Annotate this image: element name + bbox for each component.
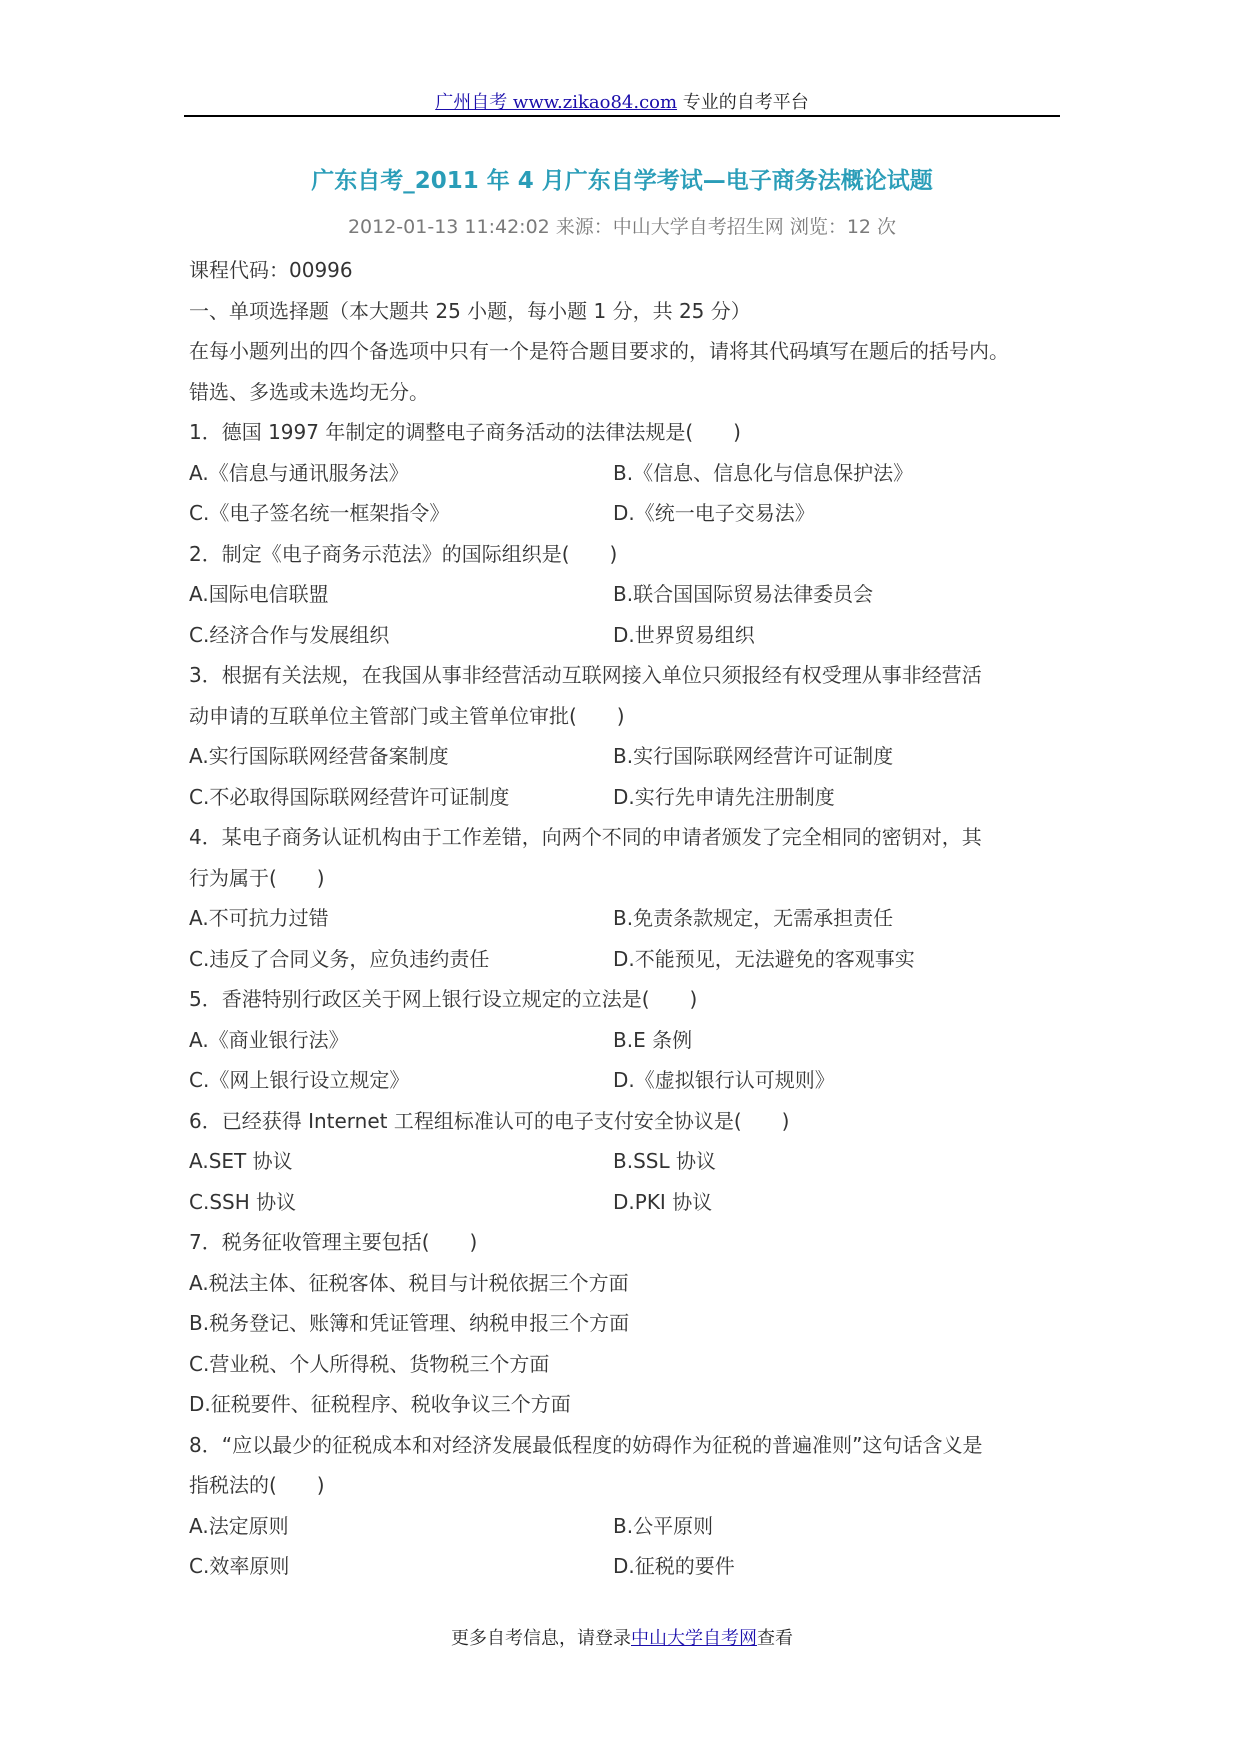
option-a: A.SET 协议 <box>189 1149 293 1173</box>
question-stem: 8．“应以最少的征税成本和对经济发展最低程度的妨碍作为征税的普遍准则”这句话含义是 <box>189 1432 983 1457</box>
question-stem: 动申请的互联单位主管部门或主管单位审批( ) <box>189 703 625 728</box>
option-row <box>189 736 1074 777</box>
course-code: 课程代码：00996 <box>189 258 353 282</box>
option-b: B.联合国国际贸易法律委员会 <box>613 582 874 606</box>
option-a: A.不可抗力过错 <box>189 906 329 930</box>
option-d: D.实行先申请先注册制度 <box>613 784 835 809</box>
question-stem: 5．香港特别行政区关于网上银行设立规定的立法是( ) <box>189 987 698 1011</box>
option-a: A.《信息与通讯服务法》 <box>189 460 409 485</box>
option-row <box>189 574 1074 615</box>
option-d: D.《虚拟银行认可规则》 <box>613 1068 835 1092</box>
option-a: A.《商业银行法》 <box>189 1027 349 1052</box>
option-row <box>189 898 1074 939</box>
question-stem: 1．德国 1997 年制定的调整电子商务活动的法律法规是( ) <box>189 420 741 444</box>
page-header <box>184 88 1060 114</box>
option-c: C.效率原则 <box>189 1554 290 1578</box>
question-stem: 指税法的( ) <box>189 1473 325 1497</box>
option-row <box>189 453 1074 494</box>
page-footer <box>184 1624 1060 1650</box>
option-b: B.公平原则 <box>613 1513 714 1538</box>
option-d: D.征税要件、征税程序、税收争议三个方面 <box>189 1392 571 1416</box>
option-d: D.《统一电子交易法》 <box>613 501 815 525</box>
option-row <box>189 1546 1074 1587</box>
option-row <box>189 615 1074 656</box>
header-site-link[interactable]: 广州自考 www.zikao84.com <box>435 92 678 113</box>
option-row <box>189 939 1074 980</box>
question-stem: 4．某电子商务认证机构由于工作差错，向两个不同的申请者颁发了完全相同的密钥对，其 <box>189 825 982 849</box>
question-stem: 7．税务征收管理主要包括( ) <box>189 1230 478 1254</box>
option-row <box>189 1020 1074 1061</box>
option-c: C.SSH 协议 <box>189 1189 297 1214</box>
option-c: C.《电子签名统一框架指令》 <box>189 501 450 525</box>
article-meta: 2012-01-13 11:42:02 来源：中山大学自考招生网 浏览：12 次 <box>347 216 897 238</box>
option-c: C.营业税、个人所得税、货物税三个方面 <box>189 1351 550 1376</box>
question-stem: 6．已经获得 Internet 工程组标准认可的电子支付安全协议是( ) <box>189 1108 790 1133</box>
instruction-line: 错选、多选或未选均无分。 <box>189 379 429 404</box>
question-stem: 3．根据有关法规，在我国从事非经营活动互联网接入单位只须报经有权受理从事非经营活 <box>189 663 982 687</box>
section-heading: 一、单项选择题（本大题共 25 小题，每小题 1 分，共 25 分） <box>189 298 751 323</box>
option-a: A.国际电信联盟 <box>189 582 329 606</box>
option-row <box>189 1182 1074 1223</box>
option-c: C.违反了合同义务，应负违约责任 <box>189 946 490 971</box>
option-a: A.法定原则 <box>189 1513 289 1538</box>
footer-suffix: 查看 <box>757 1628 793 1649</box>
header-divider <box>184 115 1060 117</box>
option-a: A.税法主体、征税客体、税目与计税依据三个方面 <box>189 1270 629 1295</box>
article-title: 广东自考_2011 年 4 月广东自学考试—电子商务法概论试题 <box>311 168 933 194</box>
option-b: B.E 条例 <box>613 1027 693 1052</box>
header-tagline: 专业的自考平台 <box>677 92 809 113</box>
option-row <box>189 493 1074 534</box>
footer-prefix: 更多自考信息，请登录 <box>451 1628 631 1649</box>
option-d: D.世界贸易组织 <box>613 622 755 647</box>
option-d: D.征税的要件 <box>613 1554 735 1578</box>
option-row <box>189 1506 1074 1547</box>
option-b: B.SSL 协议 <box>613 1149 716 1173</box>
option-a: A.实行国际联网经营备案制度 <box>189 744 449 768</box>
option-c: C.不必取得国际联网经营许可证制度 <box>189 784 510 809</box>
option-b: B.实行国际联网经营许可证制度 <box>613 744 894 768</box>
article-body <box>189 250 1074 1587</box>
option-b: B.免责条款规定，无需承担责任 <box>613 906 894 930</box>
option-row <box>189 1060 1074 1101</box>
option-row <box>189 1141 1074 1182</box>
option-c: C.《网上银行设立规定》 <box>189 1068 410 1092</box>
footer-site-link[interactable]: 中山大学自考网 <box>631 1628 757 1649</box>
instruction-line: 在每小题列出的四个备选项中只有一个是符合题目要求的，请将其代码填写在题后的括号内。 <box>189 339 1009 363</box>
question-stem: 行为属于( ) <box>189 865 325 890</box>
option-c: C.经济合作与发展组织 <box>189 622 390 647</box>
option-d: D.PKI 协议 <box>613 1189 713 1214</box>
option-d: D.不能预见，无法避免的客观事实 <box>613 946 915 971</box>
option-b: B.税务登记、账簿和凭证管理、纳税申报三个方面 <box>189 1311 630 1335</box>
question-stem: 2．制定《电子商务示范法》的国际组织是( ) <box>189 541 618 566</box>
option-b: B.《信息、信息化与信息保护法》 <box>613 460 914 485</box>
option-row <box>189 777 1074 818</box>
